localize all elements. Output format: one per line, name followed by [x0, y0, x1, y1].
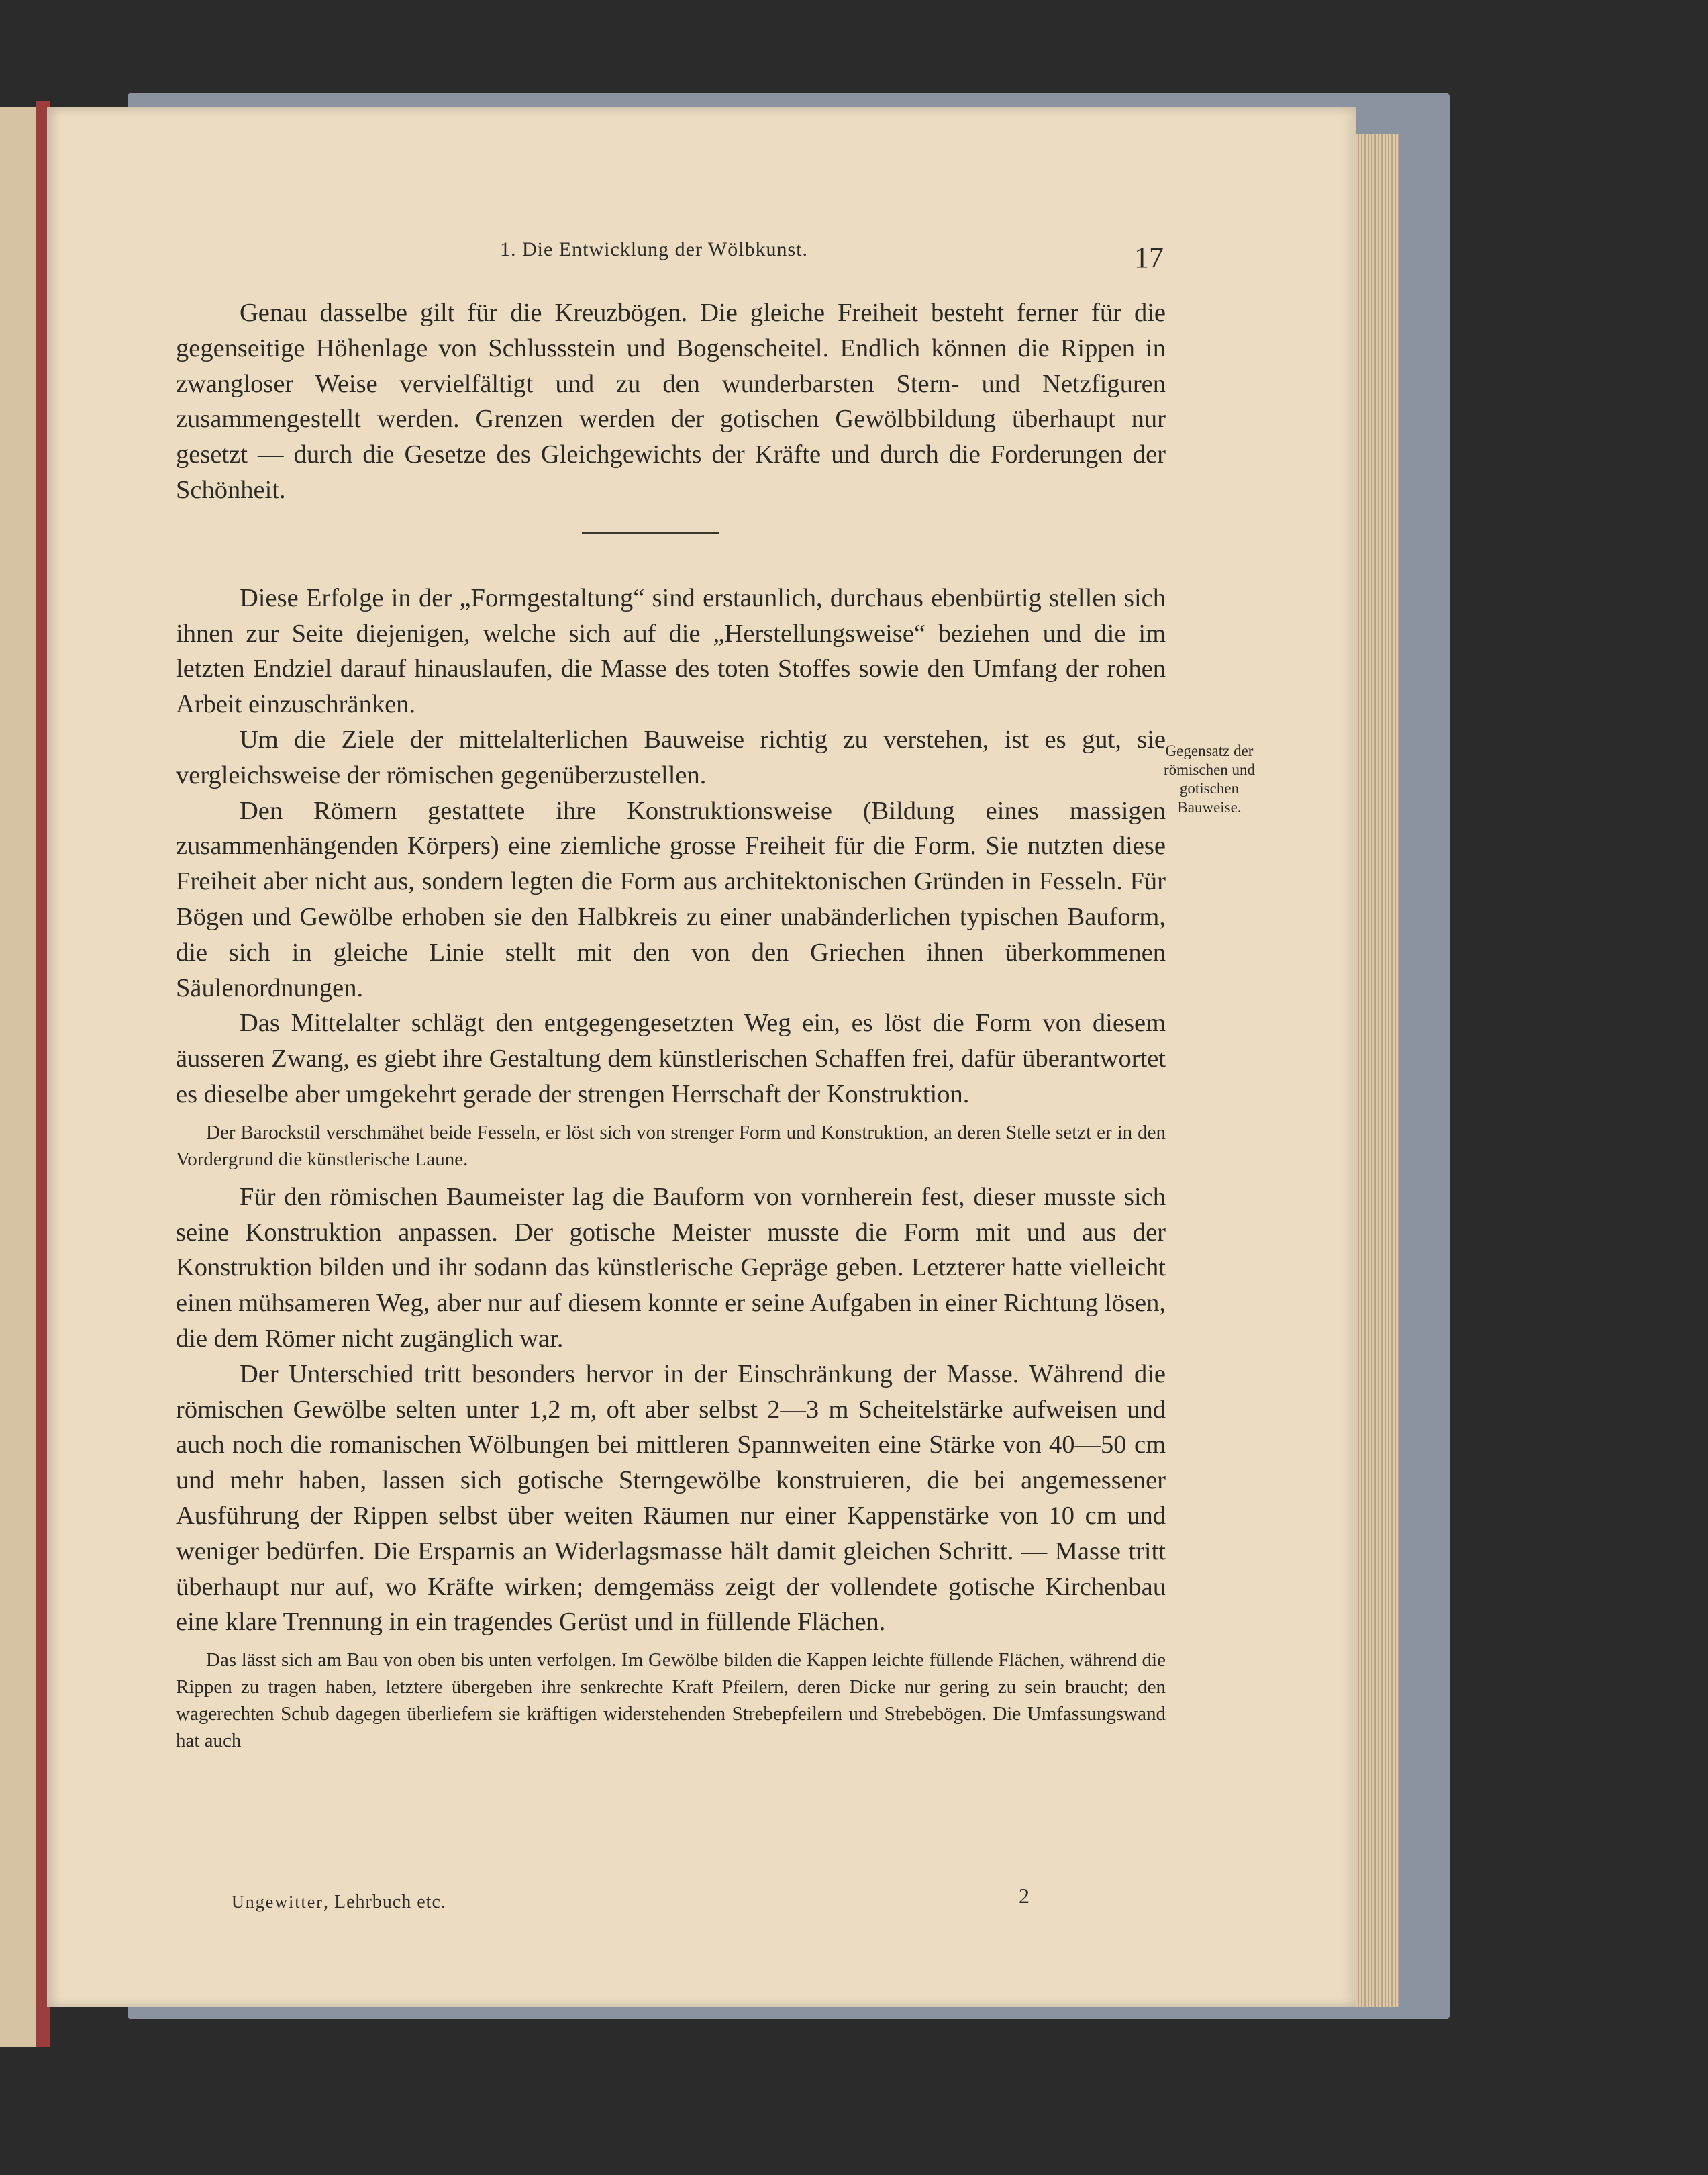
paragraph: Um die Ziele der mittelalterlichen Bauweise richtig zu verstehen, ist es gut, sie vergleichsweise der römischen gegenüberzustellen.: [176, 725, 1166, 789]
body-text: [176, 295, 1166, 1761]
signature-rest: , Lehrbuch etc.: [323, 1892, 446, 1913]
paragraph: Genau dasselbe gilt für die Kreuzbögen. Die gleiche Freiheit besteht ferner für die gegenseitige Höhenlage von Schlussstein und Bogenscheitel. Endlich können die Rippen in zwangloser Weise vervielfältigt und zu den wunderbarsten Stern- und Netzfiguren zusammengestellt werden. Grenzen werden der gotischen Gewölbbildung überhaupt nur gesetzt — durch die Gesetze des Gleichgewichts der Kräfte und durch die Forderungen der Schönheit.: [176, 299, 1166, 504]
paragraph: Für den römischen Baumeister lag die Bauform von vornherein fest, dieser musste sich seine Konstruktion anpassen. Der gotische Meister musste die Form mit und aus der Konstruktion bilden und ihr sodann das künstlerische Gepräge geben. Letzterer hatte vielleicht einen mühsameren Weg, aber nur auf diesem konnte er seine Aufgaben in einer Richtung lösen, die dem Römer nicht zugänglich war.: [176, 1182, 1166, 1353]
signature-author: Ungewitter: [232, 1892, 323, 1912]
note-paragraph: Das lässt sich am Bau von oben bis unten verfolgen. Im Gewölbe bilden die Kappen leichte füllende Flächen, während die Rippen zu tragen haben, letztere übergeben ihre senkrechte Kraft Pfeilern, deren Dicke nur gering zu sein braucht; den wagerechten Schub dagegen überliefern sie kräftigen widerstehenden Strebepfeilern und Strebebögen. Die Umfassungswand hat auch: [176, 1649, 1166, 1752]
paragraph: Der Unterschied tritt besonders hervor in der Einschränkung der Masse. Während die römischen Gewölbe selten unter 1,2 m, oft aber selbst 2—3 m Scheitelstärke aufweisen und auch noch die romanischen Wölbungen bei mittleren Spannweiten eine Stärke von 40—50 cm und mehr haben, lassen sich gotische Sterngewölbe konstruieren, die bei angemessener Ausführung der Rippen selbst über weiten Räumen nur einer Kappenstärke von 10 cm und weniger bedürfen. Die Ersparnis an Widerlagsmasse hält damit gleichen Schritt. — Masse tritt überhaupt nur auf, wo Kräfte wirken; demgemäss zeigt der vollendete gotische Kirchenbau eine klare Trennung in ein tragendes Gerüst und in füllende Flächen.: [176, 1359, 1166, 1637]
signature-line: [232, 1892, 446, 1913]
note-paragraph: Der Barockstil verschmähet beide Fesseln, er löst sich von strenger Form und Konstruktion, an deren Stelle setzt er in den Vordergrund die künstlerische Laune.: [176, 1121, 1166, 1170]
section-divider: [582, 532, 719, 534]
marginal-note: Gegensatz der römischen und gotischen Bauweise.: [1163, 742, 1256, 816]
paragraph: Diese Erfolge in der „Formgestaltung“ sind erstaunlich, durchaus ebenbürtig stellen sich ihnen zur Seite diejenigen, welche sich auf die „Herstellungsweise“ beziehen und die im letzten Endziel darauf hinauslaufen, die Masse des toten Stoffes sowie den Umfang der rohen Arbeit einzuschränken.: [176, 583, 1166, 719]
paragraph: Das Mittelalter schlägt den entgegengesetzten Weg ein, es löst die Form von diesem äusseren Zwang, es giebt ihre Gestaltung dem künstlerischen Schaffen frei, dafür überantwortet es dieselbe aber umgekehrt gerade der strengen Herrschaft der Konstruktion.: [176, 1009, 1166, 1108]
running-title: 1. Die Entwicklung der Wölbkunst.: [500, 238, 809, 260]
sheet-number: 2: [1019, 1884, 1029, 1908]
paragraph: Den Römern gestattete ihre Konstruktionsweise (Bildung eines massigen zusammenhängenden Körpers) eine ziemliche grosse Freiheit für die Form. Sie nutzten diese Freiheit aber nicht aus, sondern legten die Form aus architektonischen Gründen in Fesseln. Für Bögen und Gewölbe erhoben sie den Halbkreis zu einer unabänderlichen typischen Bauform, die sich in gleiche Linie stellt mit den von den Griechen ihnen überkommenen Säulenordnungen.: [176, 796, 1166, 1002]
page-number: 17: [1134, 241, 1164, 274]
